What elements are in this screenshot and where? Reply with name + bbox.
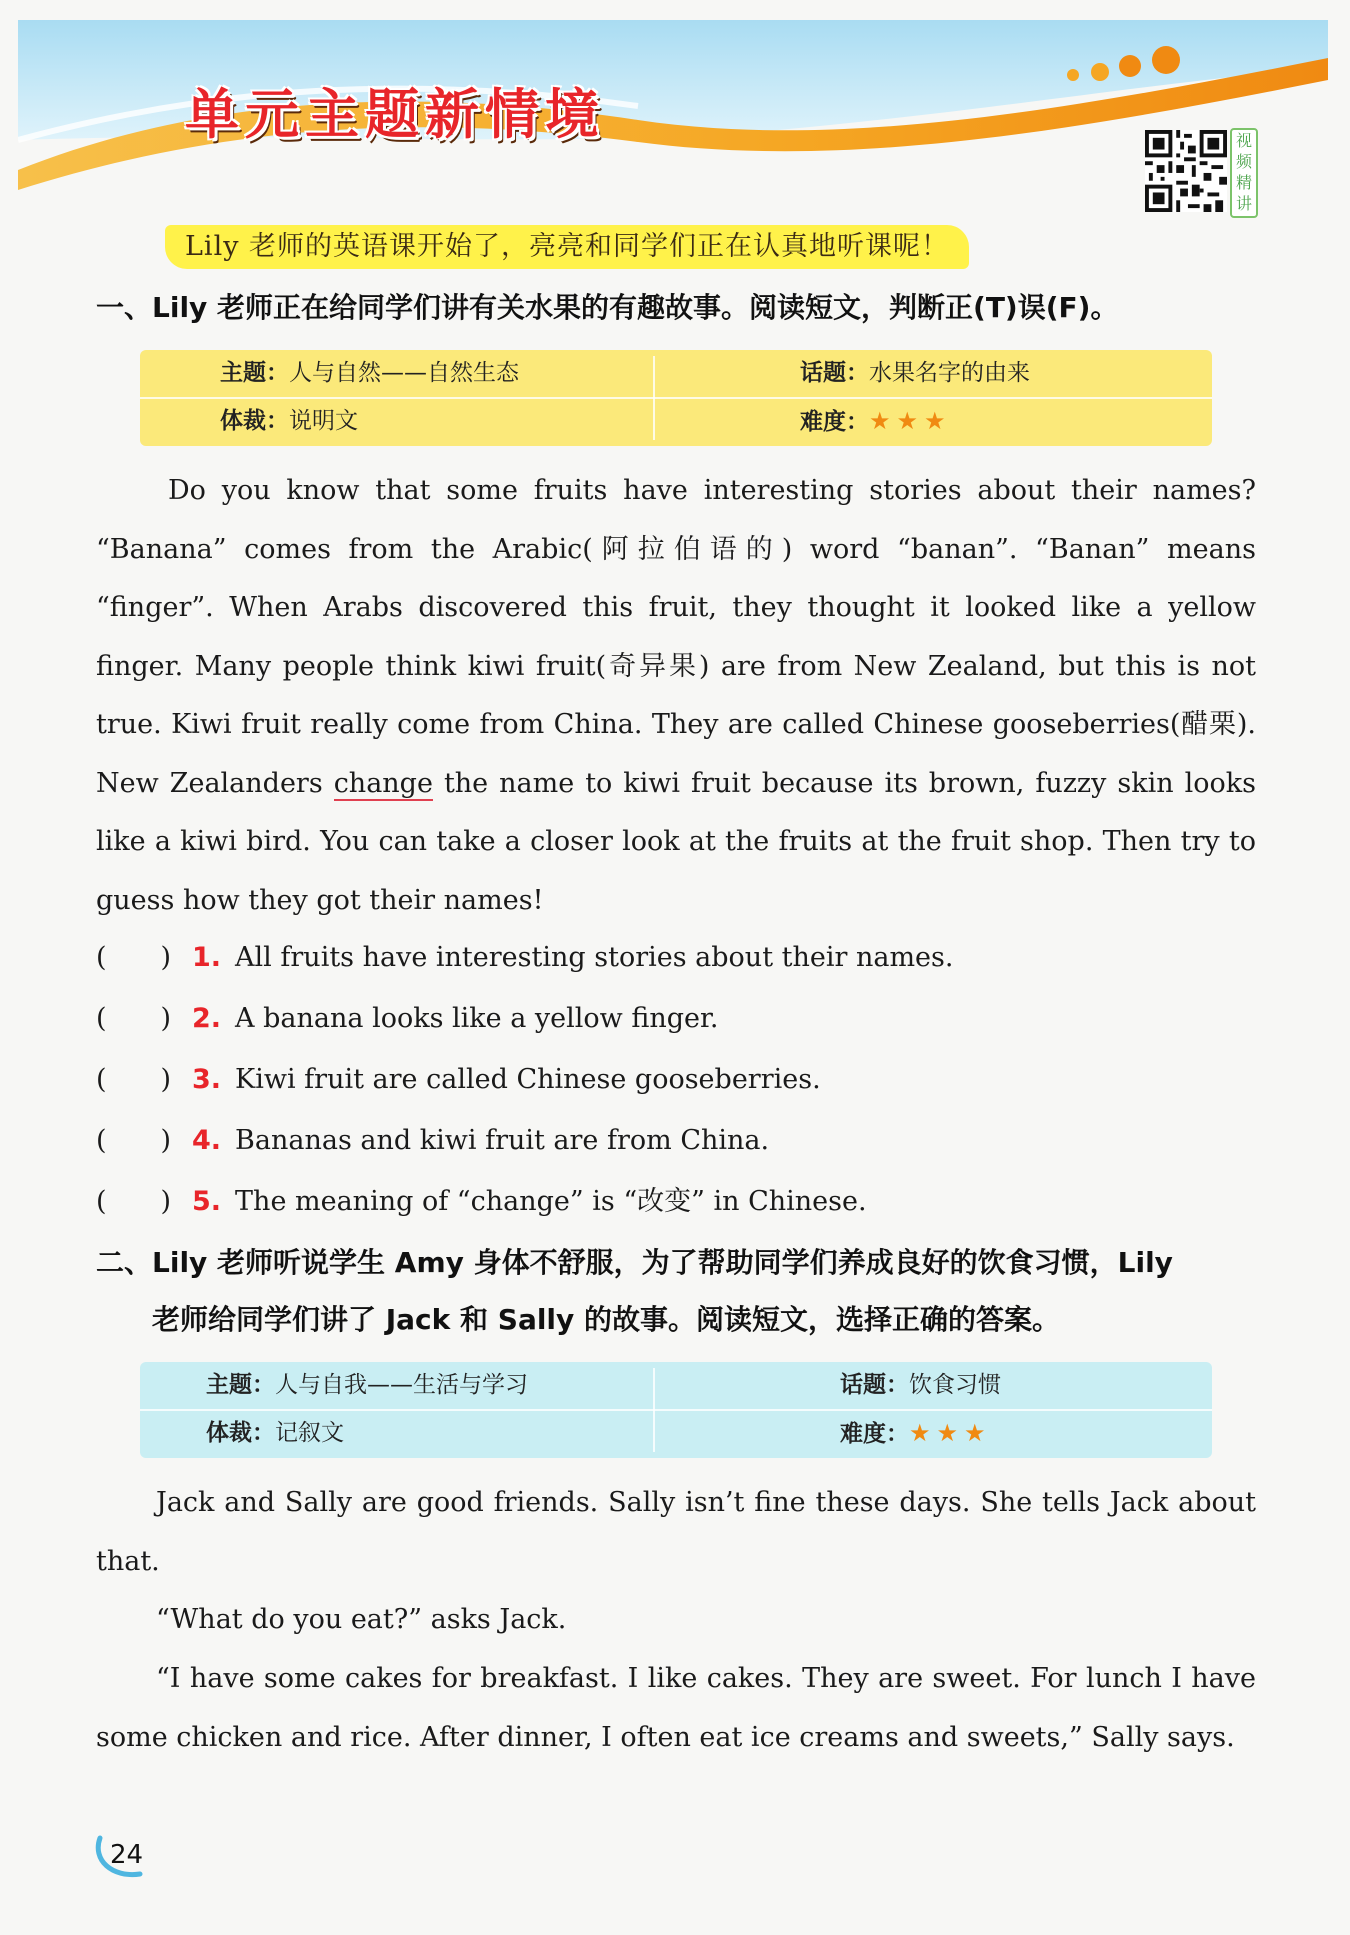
answer-blank[interactable]: ( ) <box>96 1064 172 1095</box>
question-number: 1. <box>192 942 222 973</box>
paragraph-text: Jack and Sally are good friends. Sally isn’t fine these days. She tells Jack about that. <box>96 1487 1256 1577</box>
tf-question-5 <box>96 1182 867 1222</box>
topic-cell <box>800 350 1030 396</box>
question-text: Kiwi fruit are called Chinese gooseberries. <box>235 1064 821 1095</box>
genre-label: 体裁： <box>206 1420 275 1446</box>
topic-label: 话题： <box>840 1372 909 1398</box>
tf-question-1 <box>96 938 953 978</box>
tf-question-3 <box>96 1060 821 1100</box>
topic-cell <box>840 1362 1001 1408</box>
story-paragraph-2 <box>96 1591 1256 1650</box>
difficulty-cell <box>840 1410 992 1456</box>
passage-text: the name to kiwi fruit because its brown, fuzzy skin looks like a kiwi bird. You can take a closer look at the fruits at the fruit shop. Then try to guess how they got their names! <box>96 767 1256 916</box>
section1-passage <box>96 462 1256 930</box>
paragraph-text: “I have some cakes for breakfast. I like cakes. They are sweet. For lunch I have some chicken and rice. After dinner, I often eat ice creams and sweets,” Sally says. <box>96 1663 1256 1753</box>
intro-highlight: Lily 老师的英语课开始了，亮亮和同学们正在认真地听课呢！ <box>165 225 969 269</box>
question-text: The meaning of “change” is “改变” in Chinese. <box>235 1186 867 1217</box>
answer-blank[interactable]: ( ) <box>96 1186 172 1217</box>
story-paragraph-3 <box>96 1650 1256 1767</box>
difficulty-stars: ★★★ <box>869 407 952 435</box>
answer-blank[interactable]: ( ) <box>96 1003 172 1034</box>
tf-question-2 <box>96 999 719 1039</box>
theme-value: 人与自我——生活与学习 <box>275 1372 528 1398</box>
genre-cell <box>206 1410 344 1456</box>
story-paragraph-1 <box>96 1474 1256 1591</box>
question-number: 3. <box>192 1064 222 1095</box>
tf-question-4 <box>96 1121 769 1161</box>
section2-title-line2: 老师给同学们讲了 Jack 和 Sally 的故事。阅读短文，选择正确的答案。 <box>152 1303 1061 1336</box>
question-text: A banana looks like a yellow finger. <box>235 1003 719 1034</box>
section2-info-box <box>140 1362 1212 1458</box>
page-number: 24 <box>110 1840 144 1870</box>
genre-cell <box>220 398 358 444</box>
topic-value: 饮食习惯 <box>909 1372 1001 1398</box>
section2-title-line1: 二、Lily 老师听说学生 Amy 身体不舒服，为了帮助同学们养成良好的饮食习惯，Lily <box>96 1246 1173 1279</box>
underlined-word: change <box>333 767 433 799</box>
answer-blank[interactable]: ( ) <box>96 942 172 973</box>
genre-value: 说明文 <box>289 408 358 434</box>
topic-label: 话题： <box>800 360 869 386</box>
theme-label: 主题： <box>220 360 289 386</box>
passage-text: Do you know that some fruits have interesting stories about their names? “Banana” comes from the Arabic(阿拉伯语的) word “banan”. “Banan” means “finger”. When Arabs discovered this fruit, they thought it looked like a yellow finger. Many people think kiwi fruit(奇异果) are from New Zealand, but this is not true. Kiwi fruit really come from China. They are called Chinese gooseberries(醋栗). New Zealanders <box>96 475 1256 799</box>
answer-blank[interactable]: ( ) <box>96 1125 172 1156</box>
question-number: 5. <box>192 1186 222 1217</box>
paragraph-text: “What do you eat?” asks Jack. <box>156 1604 567 1635</box>
video-lecture-label[interactable]: 视频精讲 <box>1230 128 1258 218</box>
genre-value: 记叙文 <box>275 1420 344 1446</box>
section1-info-box <box>140 350 1212 446</box>
question-number: 4. <box>192 1125 222 1156</box>
theme-label: 主题： <box>206 1372 275 1398</box>
theme-value: 人与自然——自然生态 <box>289 360 519 386</box>
difficulty-cell <box>800 398 952 444</box>
genre-label: 体裁： <box>220 408 289 434</box>
qr-code-icon[interactable] <box>1145 130 1227 212</box>
question-text: Bananas and kiwi fruit are from China. <box>235 1125 770 1156</box>
difficulty-label: 难度： <box>840 1421 909 1447</box>
section1-title: 一、Lily 老师正在给同学们讲有关水果的有趣故事。阅读短文，判断正(T)误(F)。 <box>96 291 1119 324</box>
topic-value: 水果名字的由来 <box>869 360 1030 386</box>
difficulty-label: 难度： <box>800 409 869 435</box>
question-number: 2. <box>192 1003 222 1034</box>
theme-cell <box>206 1362 528 1408</box>
difficulty-stars: ★★★ <box>909 1419 992 1447</box>
question-text: All fruits have interesting stories about their names. <box>235 942 954 973</box>
unit-theme-title: 单元主题新情境 <box>185 83 605 146</box>
theme-cell <box>220 350 519 396</box>
